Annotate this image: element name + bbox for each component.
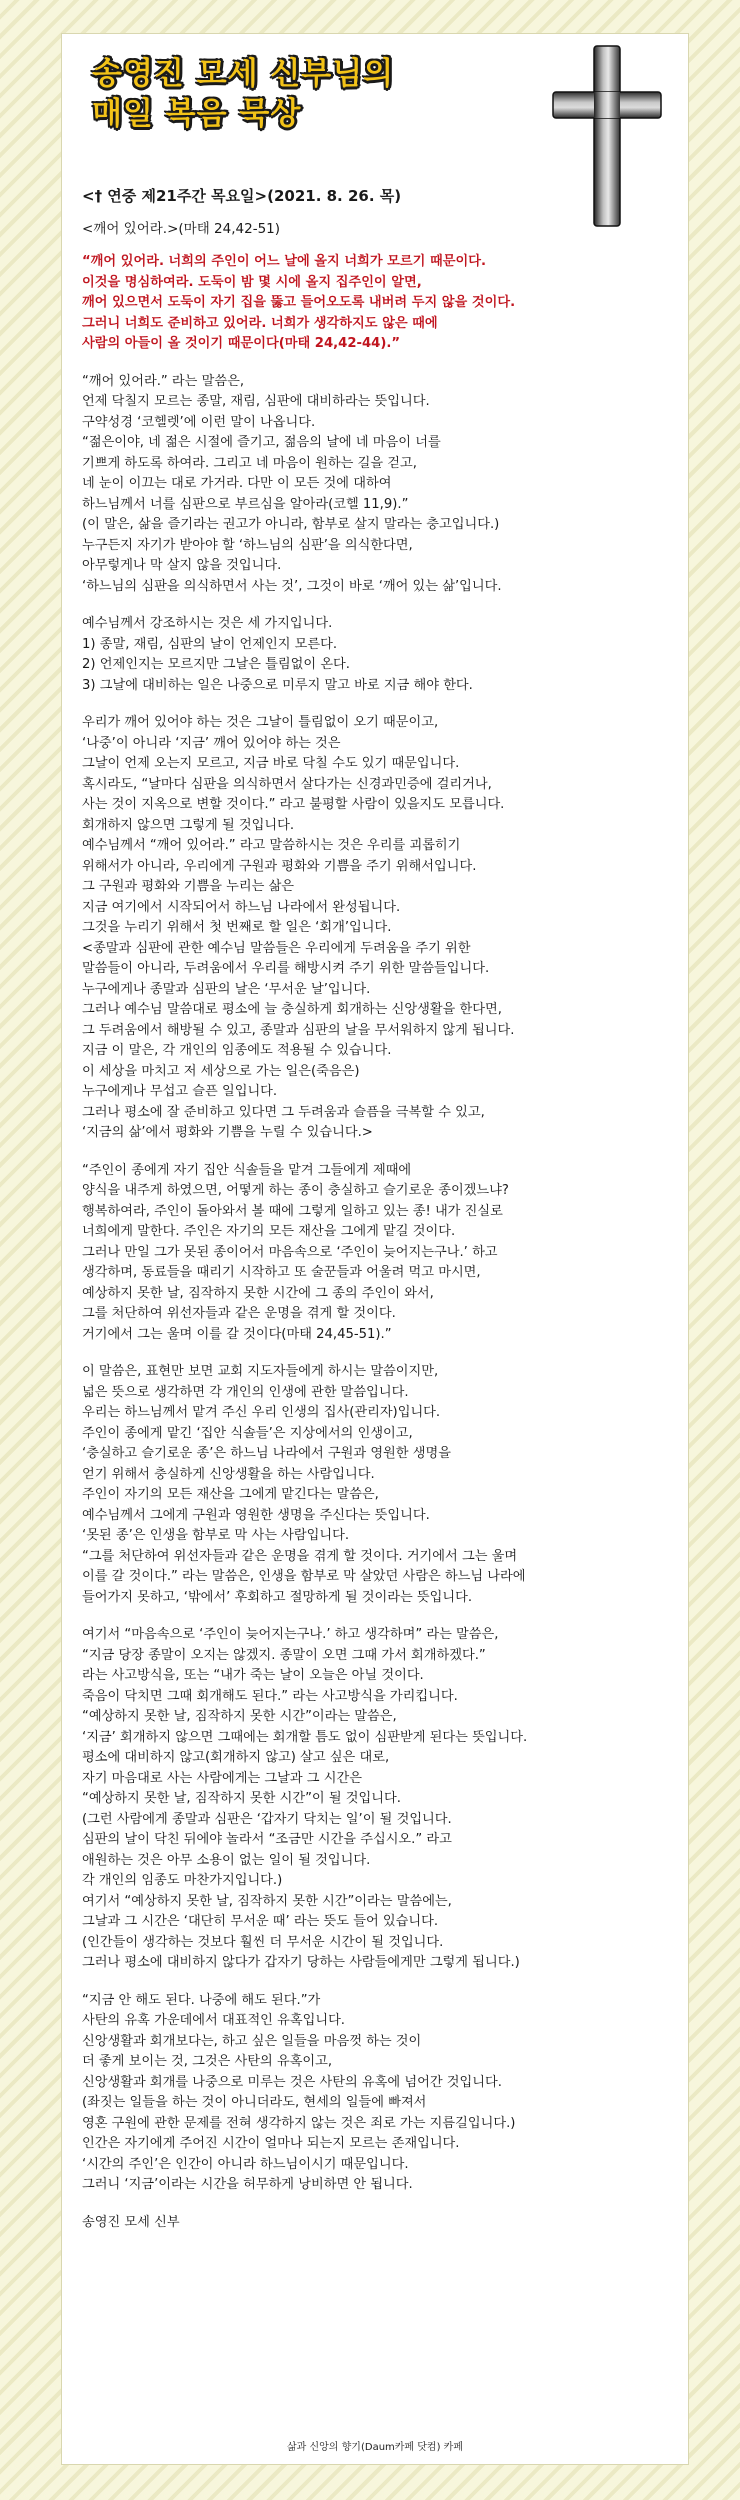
paragraph-line: 평소에 대비하지 않고(회개하지 않고) 살고 싶은 대로, bbox=[82, 1750, 390, 1765]
paragraph-line: 그 구원과 평화와 기쁨을 누리는 삶은 bbox=[82, 879, 295, 894]
paragraph bbox=[82, 1362, 672, 1608]
gospel-line: 사람의 아들이 올 것이기 때문이다(마태 24,42-44).” bbox=[82, 336, 401, 351]
paragraph-line: 예수님께서 강조하시는 것은 세 가지입니다. bbox=[82, 616, 333, 631]
paragraph-line: ‘하느님의 심판을 의식하면서 사는 것’, 그것이 바로 ‘깨어 있는 삶’입니다. bbox=[82, 578, 502, 594]
paragraph-line: 말씀들이 아니라, 두려움에서 우리를 해방시켜 주기 위한 말씀들입니다. bbox=[82, 961, 490, 976]
paragraph-line: 그러나 예수님 말씀대로 평소에 늘 충실하게 회개하는 신앙생활을 한다면, bbox=[82, 1002, 502, 1017]
paragraph-line: (그런 사람에게 종말과 심판은 ‘갑자기 닥치는 일’이 될 것입니다. bbox=[82, 1811, 452, 1827]
paragraph-line: 그날이 언제 오는지 모르고, 지금 바로 닥칠 수도 있기 때문입니다. bbox=[82, 756, 460, 771]
paragraph-line: “예상하지 못한 날, 짐작하지 못한 시간”이 될 것입니다. bbox=[82, 1791, 401, 1806]
gospel-line: 그러니 너희도 준비하고 있어라. 너희가 생각하지도 않은 때에 bbox=[82, 315, 438, 331]
paragraph-line: 인간은 자기에게 주어진 시간이 얼마나 되는지 모르는 존재입니다. bbox=[82, 2136, 460, 2151]
paragraph-line: 들어가지 못하고, ‘밖에서’ 후회하고 절망하게 될 것이라는 뜻입니다. bbox=[82, 1589, 473, 1605]
paragraph-line: 회개하지 않으면 그렇게 될 것입니다. bbox=[82, 817, 295, 833]
paragraph-line: 그를 처단하여 위선자들과 같은 운명을 겪게 할 것이다. bbox=[82, 1306, 396, 1321]
paragraph-line: 주인이 자기의 모든 재산을 그에게 맡긴다는 말씀은, bbox=[82, 1487, 379, 1502]
paragraph-line: 이 말씀은, 표현만 보면 교회 지도자들에게 하시는 말씀이지만, bbox=[82, 1364, 439, 1379]
paragraph-line: 주인이 종에게 맡긴 ‘집안 식솔들’은 지상에서의 인생이고, bbox=[82, 1425, 413, 1441]
paragraph-line: 그러나 만일 그가 못된 종이어서 마음속으로 ‘주인이 늦어지는구나.’ 하고 bbox=[82, 1244, 498, 1260]
paragraph-line: 각 개인의 임종도 마찬가지입니다.) bbox=[82, 1873, 283, 1888]
paragraph-line: ‘충실하고 슬기로운 종’은 하느님 나라에서 구원과 영원한 생명을 bbox=[82, 1446, 451, 1461]
page-title bbox=[92, 54, 492, 134]
paragraph-line: <종말과 심판에 관한 예수님 말씀들은 우리에게 두려움을 주기 위한 bbox=[82, 940, 471, 956]
gospel-line: 이것을 명심하여라. 도둑이 밤 몇 시에 올지 집주인이 알면, bbox=[82, 274, 422, 290]
paragraph-line: 생각하며, 동료들을 때리기 시작하고 또 술꾼들과 어울려 먹고 마시면, bbox=[82, 1265, 481, 1280]
paragraph-line: 넓은 뜻으로 생각하면 각 개인의 인생에 관한 말씀입니다. bbox=[82, 1384, 409, 1400]
paragraph-line: 누구에게나 종말과 심판의 날은 ‘무서운 날’입니다. bbox=[82, 981, 371, 997]
paragraph-line: 지금 이 말은, 각 개인의 임종에도 적용될 수 있습니다. bbox=[82, 1043, 392, 1058]
paragraph bbox=[82, 1991, 672, 2196]
paragraph-line: 기쁘게 하도록 하여라. 그리고 네 마음이 원하는 길을 걷고, bbox=[82, 455, 417, 471]
paragraph-line: 이 세상을 마치고 저 세상으로 가는 일은(죽음은) bbox=[82, 1063, 360, 1079]
paragraph bbox=[82, 1161, 672, 1346]
gospel-line: 깨어 있으면서 도둑이 자기 집을 뚫고 들어오도록 내버려 두지 않을 것이다. bbox=[82, 295, 516, 310]
paragraph-line: 그러나 평소에 잘 준비하고 있다면 그 두려움과 슬픔을 극복할 수 있고, bbox=[82, 1104, 485, 1120]
paragraph bbox=[82, 372, 672, 598]
paragraph-line: ‘나중’이 아니라 ‘지금’ 깨어 있어야 하는 것은 bbox=[82, 735, 341, 751]
paragraph-line: (이 말은, 삶을 즐기라는 권고가 아니라, 함부로 살지 말라는 충고입니다.) bbox=[82, 517, 500, 532]
paragraph-line: 우리가 깨어 있어야 하는 것은 그날이 틀림없이 오기 때문이고, bbox=[82, 715, 439, 730]
paragraph-line: 이를 갈 것이다.” 라는 말씀은, 인생을 함부로 막 살았던 사람은 하느님 나라에 bbox=[82, 1569, 526, 1584]
paragraph-line: 그날과 그 시간은 ‘대단히 무서운 때’ 라는 뜻도 들어 있습니다. bbox=[82, 1914, 439, 1929]
paragraph-line: 1) 종말, 재림, 심판의 날이 언제인지 모른다. bbox=[82, 636, 338, 652]
paragraph-line: 예상하지 못한 날, 짐작하지 못한 시간에 그 종의 주인이 와서, bbox=[82, 1285, 434, 1301]
paragraph-line: 우리는 하느님께서 맡겨 주신 우리 인생의 집사(관리자)입니다. bbox=[82, 1405, 441, 1420]
paragraph-line: 그러나 평소에 대비하지 않다가 갑자기 당하는 사람들에게만 그렇게 됩니다.) bbox=[82, 1955, 520, 1970]
article-sheet bbox=[62, 34, 688, 2464]
title-line-2: 매일 복음 묵상 bbox=[92, 96, 302, 132]
paragraph-line: 아무렇게나 막 살지 않을 것입니다. bbox=[82, 558, 282, 573]
paragraph-line: 네 눈이 이끄는 대로 가거라. 다만 이 모든 것에 대하여 bbox=[82, 476, 392, 491]
paragraph-line: 그러니 ‘지금’이라는 시간을 허무하게 낭비하면 안 됩니다. bbox=[82, 2177, 413, 2192]
paragraph-line: 그 두려움에서 해방될 수 있고, 종말과 심판의 날을 무서워하지 않게 됩니다. bbox=[82, 1022, 515, 1038]
paragraph-line: 라는 사고방식을, 또는 “내가 죽는 날이 오늘은 아닐 것이다. bbox=[82, 1668, 424, 1683]
footer-credit: 삶과 신앙의 향기(Daum카페 닷컴) 카페 bbox=[286, 2442, 463, 2453]
paragraph-line: 여기서 “예상하지 못한 날, 짐작하지 못한 시간”이라는 말씀에는, bbox=[82, 1893, 452, 1909]
paragraph-line: 죽음이 닥치면 그때 회개해도 된다.” 라는 사고방식을 가리킵니다. bbox=[82, 1688, 458, 1704]
paragraph-line: ‘지금’ 회개하지 않으면 그때에는 회개할 틈도 없이 심판받게 된다는 뜻입니다. bbox=[82, 1729, 528, 1745]
paragraph-line: 누구든지 자기가 받아야 할 ‘하느님의 심판’을 의식한다면, bbox=[82, 537, 413, 553]
paragraph-line: “주인이 종에게 자기 집안 식솔들을 맡겨 그들에게 제때에 bbox=[82, 1162, 412, 1178]
paragraph-line: ‘못된 종’은 인생을 함부로 막 사는 사람입니다. bbox=[82, 1528, 350, 1543]
paragraph-line: 더 좋게 보이는 것, 그것은 사탄의 유혹이고, bbox=[82, 2054, 333, 2069]
paragraph-line: 지금 여기에서 시작되어서 하느님 나라에서 완성됩니다. bbox=[82, 899, 401, 915]
paragraph-line: 거기에서 그는 울며 이를 갈 것이다(마태 24,45-51).” bbox=[82, 1326, 392, 1342]
reading-heading: <† 연중 제21주간 목요일>(2021. 8. 26. 목) bbox=[82, 187, 402, 205]
gospel-quote bbox=[82, 252, 672, 355]
paragraph-line: “지금 당장 종말이 오지는 않겠지. 종말이 오면 그때 가서 회개하겠다.” bbox=[82, 1647, 486, 1663]
paragraph-line: 사탄의 유혹 가운데에서 대표적인 유혹입니다. bbox=[82, 2013, 346, 2028]
paragraph-line: 2) 언제인지는 모르지만 그날은 틀림없이 온다. bbox=[82, 657, 350, 672]
paragraph-line: “예상하지 못한 날, 짐작하지 못한 시간”이라는 말씀은, bbox=[82, 1709, 397, 1724]
paragraph-line: “깨어 있어라.” 라는 말씀은, bbox=[82, 373, 245, 389]
paragraph bbox=[82, 614, 672, 696]
paragraph-line: 너희에게 말한다. 주인은 자기의 모든 재산을 그에게 맡길 것이다. bbox=[82, 1224, 456, 1239]
paragraph-line: (좌짓는 일들을 하는 것이 아니더라도, 현세의 일들에 빠져서 bbox=[82, 2095, 427, 2110]
paragraph-line: ‘시간의 주인’은 인간이 아니라 하느님이시기 때문입니다. bbox=[82, 2156, 409, 2172]
paragraph-line: 예수님께서 “깨어 있어라.” 라고 말씀하시는 것은 우리를 괴롭히기 bbox=[82, 838, 461, 853]
title-line-1: 송영진 모세 신부님의 bbox=[92, 56, 395, 92]
paragraph-line: 사는 것이 지옥으로 변할 것이다.” 라고 불평할 사람이 있을지도 모릅니다. bbox=[82, 797, 505, 812]
paragraph-line: 3) 그날에 대비하는 일은 나중으로 미루지 말고 바로 지금 해야 한다. bbox=[82, 677, 473, 693]
paragraph-line: 혹시라도, “날마다 심판을 의식하면서 살다가는 신경과민증에 걸리거나, bbox=[82, 776, 492, 792]
author-signature: 송영진 모세 신부 bbox=[82, 2214, 180, 2230]
paragraph-line: 언제 닥칠지 모르는 종말, 재림, 심판에 대비하라는 뜻입니다. bbox=[82, 394, 430, 409]
paragraph-line: 얻기 위해서 충실하게 신앙생활을 하는 사람입니다. bbox=[82, 1466, 375, 1482]
paragraph-line: 양식을 내주게 하였으면, 어떻게 하는 종이 충실하고 슬기로운 종이겠느냐? bbox=[82, 1183, 509, 1198]
gospel-line: “깨어 있어라. 너희의 주인이 어느 날에 올지 너희가 모르기 때문이다. bbox=[82, 254, 486, 269]
paragraph bbox=[82, 1625, 672, 1974]
reflection-text bbox=[82, 355, 672, 2196]
article-body bbox=[82, 184, 672, 2233]
paragraph-line: ‘지금의 삶’에서 평화와 기쁨을 누릴 수 있습니다.> bbox=[82, 1125, 373, 1140]
paragraph-line: 신앙생활과 회개를 나중으로 미루는 것은 사탄의 유혹에 넘어간 것입니다. bbox=[82, 2074, 502, 2090]
paragraph-line: 영혼 구원에 관한 문제를 전혀 생각하지 않는 것은 죄로 가는 지름길입니다.) bbox=[82, 2115, 516, 2131]
paragraph-line: 예수님께서 그에게 구원과 영원한 생명을 주신다는 뜻입니다. bbox=[82, 1507, 430, 1523]
paragraph-line: 심판의 날이 닥친 뒤에야 놀라서 “조금만 시간을 주십시오.” 라고 bbox=[82, 1832, 452, 1847]
paragraph-line: 자기 마음대로 사는 사람에게는 그날과 그 시간은 bbox=[82, 1770, 362, 1786]
paragraph-line: 누구에게나 무섭고 슬픈 일입니다. bbox=[82, 1084, 278, 1099]
reading-subheading: <깨어 있어라.>(마태 24,42-51) bbox=[82, 221, 281, 237]
paragraph-line: 하느님께서 너를 심판으로 부르심을 알아라(코헬 11,9).” bbox=[82, 496, 409, 512]
paragraph-line: “그를 처단하여 위선자들과 같은 운명을 겪게 할 것이다. 거기에서 그는 울며 bbox=[82, 1548, 518, 1564]
paragraph-line: 행복하여라, 주인이 돌아와서 볼 때에 그렇게 일하고 있는 종! 내가 진실로 bbox=[82, 1203, 503, 1219]
paragraph-line: 구약성경 ‘코헬렛’에 이런 말이 나옵니다. bbox=[82, 414, 316, 430]
paragraph-line: 위해서가 아니라, 우리에게 구원과 평화와 기쁨을 주기 위해서입니다. bbox=[82, 858, 477, 874]
paragraph-line: (인간들이 생각하는 것보다 훨씬 더 무서운 시간이 될 것입니다. bbox=[82, 1934, 444, 1950]
paragraph-line: “젊은이야, 네 젊은 시절에 즐기고, 젊음의 날에 네 마음이 너를 bbox=[82, 435, 441, 450]
paragraph-line: 여기서 “마음속으로 ‘주인이 늦어지는구나.’ 하고 생각하며” 라는 말씀은, bbox=[82, 1627, 499, 1642]
paragraph-line: 그것을 누리기 위해서 첫 번째로 할 일은 ‘회개’입니다. bbox=[82, 920, 392, 935]
paragraph bbox=[82, 713, 672, 1144]
paragraph-line: 신앙생활과 회개보다는, 하고 싶은 일들을 마음껏 하는 것이 bbox=[82, 2033, 422, 2049]
paragraph-line: “지금 안 해도 된다. 나중에 해도 된다.”가 bbox=[82, 1992, 321, 2008]
paragraph-line: 애원하는 것은 아무 소용이 없는 일이 될 것입니다. bbox=[82, 1852, 371, 1868]
